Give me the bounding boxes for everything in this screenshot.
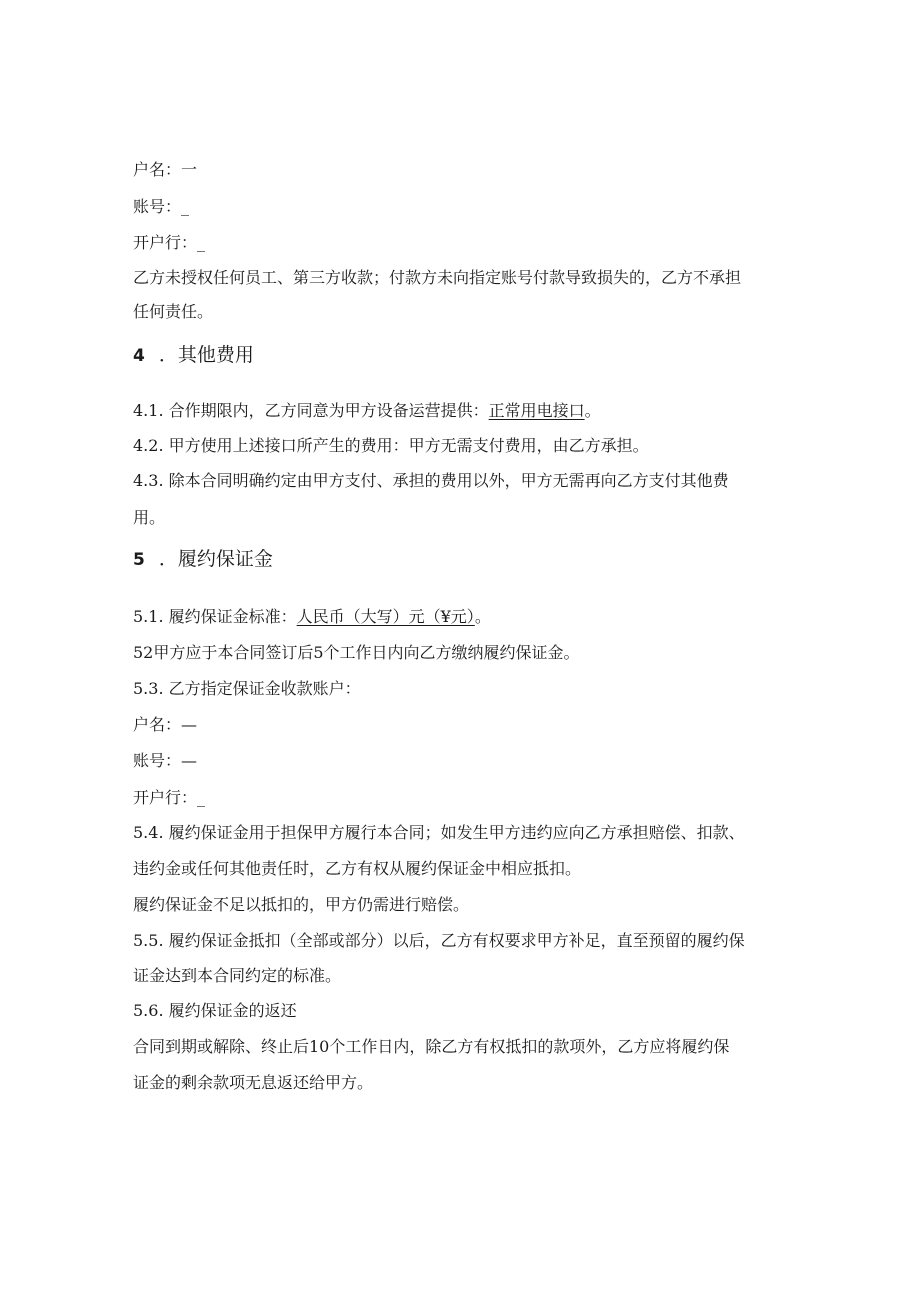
payment-note-line-2: 任何责任。 — [133, 302, 214, 321]
section-4-number: 4 — [133, 346, 145, 366]
section-5-heading — [133, 547, 273, 572]
clause-4-1-suffix: 。 — [584, 401, 601, 420]
clause-5-4-line-3: 履约保证金不足以抵扣的，甲方仍需进行赔偿。 — [133, 895, 470, 914]
clause-4-1-prefix: 4.1. 合作期限内，乙方同意为甲方设备运营提供： — [133, 401, 489, 420]
clause-5-5-line-2: 证金达到本合同约定的标准。 — [133, 966, 342, 985]
clause-4-1 — [133, 401, 793, 421]
clause-5-1-prefix: 5.1. 履约保证金标准： — [133, 607, 297, 626]
section-5-title: ．履约保证金 — [158, 548, 273, 570]
clause-5-1 — [133, 607, 793, 627]
deposit-account-number-line: 账号：— — [133, 751, 198, 770]
clause-5-6-body-line-2: 证金的剩余款项无息返还给甲方。 — [133, 1073, 374, 1092]
clause-5-1-suffix: 。 — [474, 607, 491, 626]
clause-4-3-line-1: 4.3. 除本合同明确约定由甲方支付、承担的费用以外，甲方无需再向乙方支付其他费 — [133, 471, 729, 490]
clause-5-6: 5.6. 履约保证金的返还 — [133, 1001, 297, 1020]
clause-5-3: 5.3. 乙方指定保证金收款账户： — [133, 679, 361, 698]
payment-note-line-1: 乙方未授权任何员工、第三方收款；付款方未向指定账号付款导致损失的，乙方不承担 — [133, 268, 742, 287]
deposit-account-name-line: 户名：— — [133, 715, 198, 734]
clause-4-2: 4.2. 甲方使用上述接口所产生的费用：甲方无需支付费用，由乙方承担。 — [133, 436, 649, 455]
section-5-number: 5 — [133, 550, 145, 570]
clause-5-5-line-1: 5.5. 履约保证金抵扣（全部或部分）以后，乙方有权要求甲方补足，直至预留的履约保 — [133, 931, 745, 950]
account-name-line: 户名：一 — [133, 160, 198, 179]
clause-5-2: 52甲方应于本合同签订后5个工作日内向乙方缴纳履约保证金。 — [133, 643, 580, 662]
bank-line: 开户行：_ — [133, 233, 206, 252]
clause-5-1-filled-value: 人民币（大写）元（¥元） — [296, 607, 475, 626]
clause-5-6-body-line-1: 合同到期或解除、终止后10个工作日内，除乙方有权抵扣的款项外，乙方应将履约保 — [133, 1037, 730, 1056]
account-number-line: 账号：_ — [133, 197, 190, 216]
clause-4-1-filled-value: 正常用电接口 — [488, 401, 585, 420]
deposit-bank-line: 开户行：_ — [133, 788, 206, 807]
section-4-heading — [133, 343, 254, 368]
clause-5-4-line-1: 5.4. 履约保证金用于担保甲方履行本合同；如发生甲方违约应向乙方承担赔偿、扣款、 — [133, 823, 745, 842]
clause-5-4-line-2: 违约金或任何其他责任时，乙方有权从履约保证金中相应抵扣。 — [133, 859, 582, 878]
section-4-title: ．其他费用 — [158, 344, 254, 366]
clause-4-3-line-2: 用。 — [133, 508, 166, 527]
